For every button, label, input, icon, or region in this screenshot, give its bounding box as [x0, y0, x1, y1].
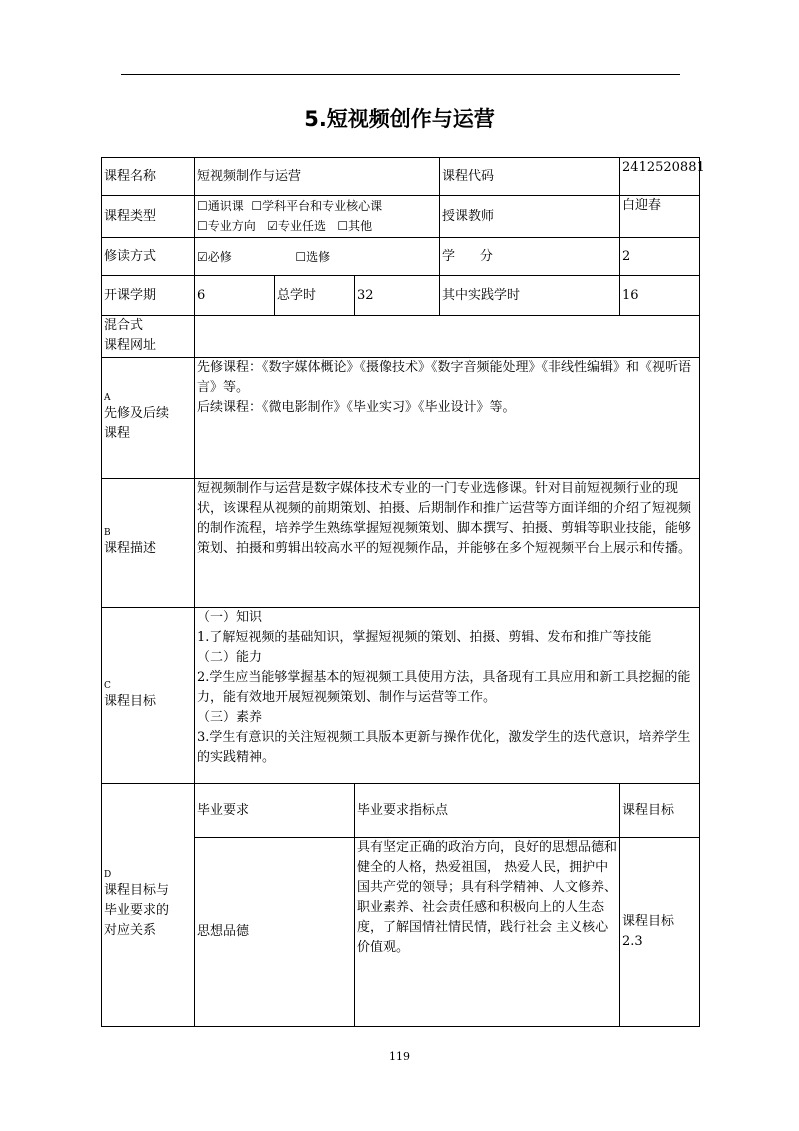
goal-text-knowledge: 1.了解短视频的基础知识，掌握短视频的策划、拍摄、剪辑、发布和推广等技能	[197, 630, 652, 645]
mapping-goal: 课程目标 2.3	[620, 838, 700, 1027]
total-hours-label: 总学时	[275, 276, 355, 316]
desc-content	[195, 479, 700, 608]
course-code-value: 2412520881	[620, 158, 700, 196]
page-title: 5.短视频创作与运营	[304, 107, 495, 131]
desc-letter: B	[104, 528, 111, 538]
mixed-url-label-line2: 课程网址	[104, 338, 157, 353]
row-description	[102, 479, 700, 608]
study-mode-label: 修读方式	[102, 238, 195, 276]
page-number: 119	[389, 1050, 410, 1063]
prereq-label-line2: 课程	[104, 426, 131, 441]
semester-label: 开课学期	[102, 276, 195, 316]
mixed-url-label-line1: 混合式	[104, 318, 144, 333]
row-prerequisites	[102, 358, 700, 479]
prereq-label	[102, 358, 195, 479]
course-type-options-line2: ☐专业方向 ☑专业任选 ☐其他	[197, 219, 373, 233]
credit-value: 2	[620, 238, 700, 276]
course-type-options-line1: ☐通识课 ☐学科平台和专业核心课	[197, 199, 383, 213]
mapping-requirement: 思想品德	[195, 838, 355, 1027]
study-mode-elective: ☐选修	[295, 249, 331, 264]
mapping-header-requirement: 毕业要求	[195, 784, 355, 838]
mapping-label-line2: 毕业要求的	[104, 903, 170, 918]
course-code-label: 课程代码	[440, 158, 620, 196]
desc-label	[102, 479, 195, 608]
mapping-header-goal: 课程目标	[620, 784, 700, 838]
goal-letter: C	[104, 680, 111, 691]
course-name-label: 课程名称	[102, 158, 195, 196]
credit-label: 学 分	[440, 238, 620, 276]
goal-content	[195, 608, 700, 784]
row-study-mode	[102, 238, 700, 276]
study-mode-required: ☑必修	[197, 249, 232, 264]
desc-text: 短视频制作与运营是数字媒体技术专业的一门专业选修课。针对目前短视频行业的现状，该课程从视频的前期策划、拍摄、后期制作和推广运营等方面详细的介绍了短视频的制作流程，培养学生熟练掌握短视频策划、脚本撰写、拍摄、剪辑等职业技能，能够策划、拍摄和剪辑出较高水平的短视频作品，并能够在多个短视频平台上展示和传播。	[197, 481, 692, 556]
study-mode-options	[195, 238, 440, 276]
course-type-options	[195, 196, 440, 238]
goal-heading-knowledge: （一）知识	[197, 610, 263, 625]
mapping-header-indicator: 毕业要求指标点	[355, 784, 620, 838]
goal-label	[102, 608, 195, 784]
prereq-label-line1: 先修及后续	[104, 406, 170, 421]
mapping-label-line3: 对应关系	[104, 923, 157, 938]
semester-value: 6	[195, 276, 275, 316]
practice-hours-label: 其中实践学时	[440, 276, 620, 316]
row-goals	[102, 608, 700, 784]
mixed-url-label	[102, 316, 195, 358]
mapping-label-line1: 课程目标与	[104, 883, 170, 898]
row-semester	[102, 276, 700, 316]
course-type-label: 课程类型	[102, 196, 195, 238]
row-course-type	[102, 196, 700, 238]
teacher-value: 白迎春	[620, 196, 700, 238]
header-rule	[121, 74, 680, 75]
goal-label-text: 课程目标	[104, 693, 157, 709]
course-name-value: 短视频制作与运营	[195, 158, 440, 196]
total-hours-value: 32	[355, 276, 440, 316]
mixed-url-value	[195, 316, 700, 358]
prereq-letter: A	[104, 393, 111, 403]
prereq-text-before: 先修课程：《数字媒体概论》《摄像技术》《数字音频能处理》《非线性编辑》和《视听语言》等。	[197, 360, 692, 395]
course-info-table	[101, 157, 705, 1027]
practice-hours-value: 16	[620, 276, 700, 316]
prereq-content	[195, 358, 700, 479]
goal-heading-literacy: （三）素养	[197, 710, 263, 725]
desc-label-text: 课程描述	[104, 541, 157, 556]
prereq-text-after: 后续课程：《微电影制作》《毕业实习》《毕业设计》等。	[197, 400, 516, 415]
row-mixed-url	[102, 316, 700, 358]
row-course-name	[102, 158, 700, 196]
mapping-letter: D	[104, 870, 112, 880]
mapping-indicator: 具有坚定正确的政治方向，良好的思想品德和健全的人格，热爱祖国， 热爱人民，拥护中国共产党的领导；具有科学精神、人文修养、职业素养、社会责任感和积极向上的人生态度，了解国情社情民情，践行社会 主义核心价值观。	[355, 838, 620, 1027]
row-mapping-header	[102, 784, 700, 838]
goal-text-literacy: 3.学生有意识的关注短视频工具版本更新与操作优化，激发学生的迭代意识，培养学生的实践精神。	[197, 730, 691, 765]
goal-text-ability: 2.学生应当能够掌握基本的短视频工具使用方法，具备现有工具应用和新工具挖掘的能力，能有效地开展短视频策划、制作与运营等工作。	[197, 670, 691, 705]
goal-heading-ability: （二）能力	[197, 650, 263, 665]
mapping-label	[102, 784, 195, 1027]
teacher-label: 授课教师	[440, 196, 620, 238]
